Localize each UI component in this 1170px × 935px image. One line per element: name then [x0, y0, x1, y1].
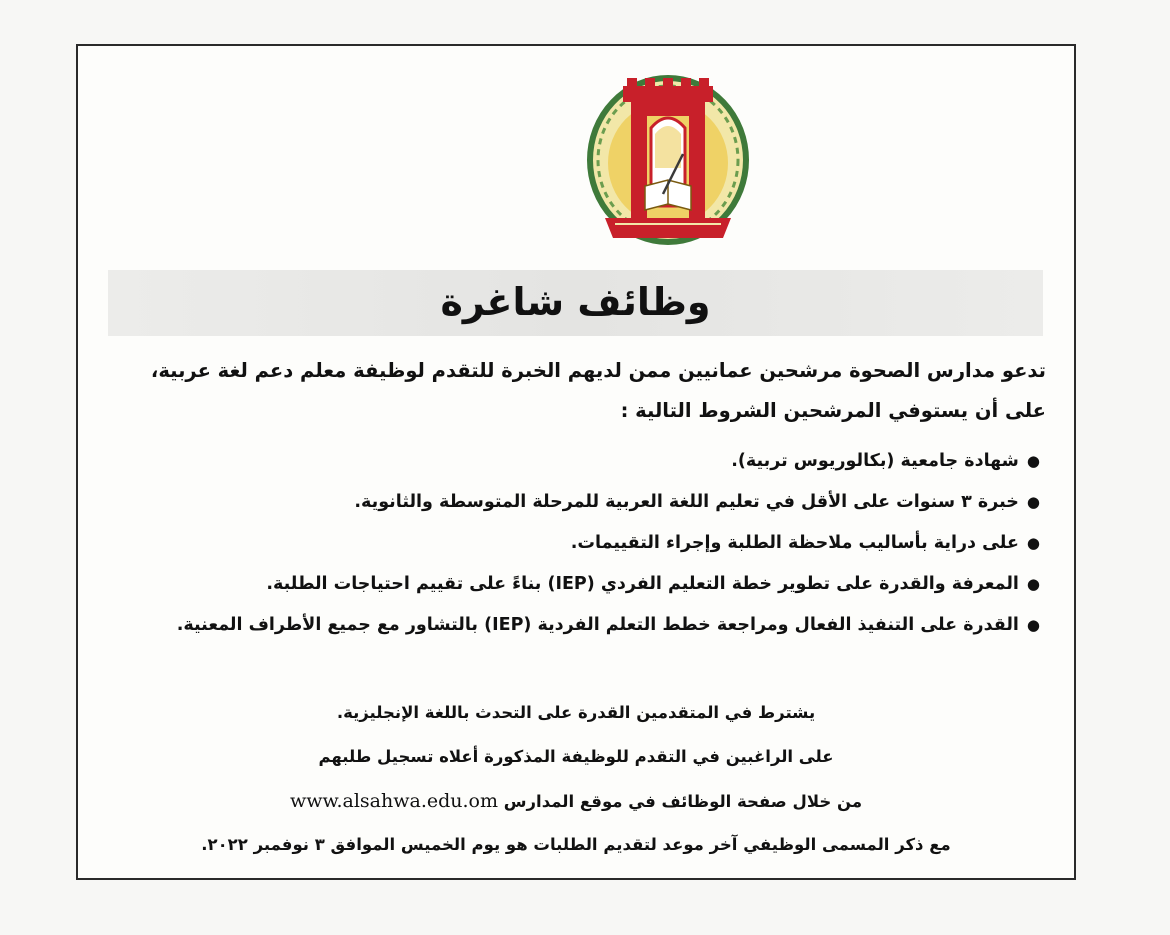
requirement-text: خبرة ٣ سنوات على الأقل في تعليم اللغة العربية للمرحلة المتوسطة والثانوية. — [354, 492, 1019, 512]
school-crest-icon — [583, 68, 753, 253]
list-item — [110, 523, 1040, 564]
requirement-text: المعرفة والقدرة على تطوير خطة التعليم الفردي (IEP) بناءً على تقييم احتياجات الطلبة. — [266, 574, 1019, 594]
requirement-text: على دراية بأساليب ملاحظة الطلبة وإجراء التقييمات. — [570, 533, 1019, 553]
bullet-icon: ● — [1026, 616, 1040, 634]
bullet-icon: ● — [1026, 534, 1040, 552]
advertisement-frame — [76, 44, 1076, 880]
list-item — [110, 564, 1040, 605]
application-notes — [138, 691, 1014, 867]
requirement-text: شهادة جامعية (بكالوريوس تربية). — [731, 451, 1019, 471]
website-link[interactable]: www.alsahwa.edu.om — [289, 790, 499, 812]
list-item — [110, 441, 1040, 482]
registration-note: على الراغبين في التقدم للوظيفة المذكورة أعلاه تسجيل طلبهم — [318, 747, 834, 766]
list-item — [110, 605, 1040, 646]
requirement-text: القدرة على التنفيذ الفعال ومراجعة خطط التعلم الفردية (IEP) بالتشاور مع جميع الأطراف المعنية. — [176, 615, 1019, 635]
deadline-note: مع ذكر المسمى الوظيفي آخر موعد لتقديم الطلبات هو يوم الخميس الموافق ٣ نوفمبر ٢٠٢٢. — [201, 835, 951, 854]
intro-paragraph: تدعو مدارس الصحوة مرشحين عمانيين ممن لديهم الخبرة للتقدم لوظيفة معلم دعم لغة عربية، على أن يستوفي المرشحين الشروط التالية : — [150, 359, 1046, 422]
title-band — [108, 270, 1043, 336]
list-item — [110, 482, 1040, 523]
page-title: وظائف شاغرة — [440, 280, 711, 324]
bullet-icon: ● — [1026, 452, 1040, 470]
requirements-list — [110, 441, 1040, 646]
website-note-text: من خلال صفحة الوظائف في موقع المدارس — [503, 792, 863, 811]
bullet-icon: ● — [1026, 493, 1040, 511]
bullet-icon: ● — [1026, 575, 1040, 593]
english-requirement-note: يشترط في المتقدمين القدرة على التحدث باللغة الإنجليزية. — [336, 703, 816, 722]
website-note — [138, 779, 1014, 823]
